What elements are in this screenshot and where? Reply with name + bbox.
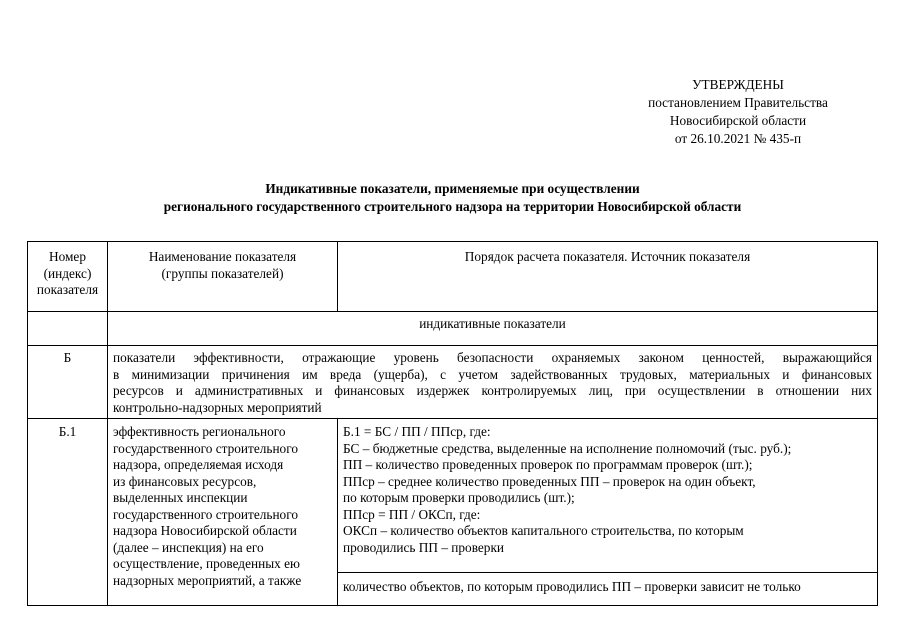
b1-name-line: из финансовых ресурсов, [113,473,257,489]
header-method [338,242,878,312]
header-method-line: Порядок расчета показателя. Источник показателя [464,249,751,264]
indicative-text: индикативные показатели [419,316,566,331]
b1-formula-line: БС – бюджетные средства, выделенные на исполнение полномочий (тыс. руб.); [343,440,792,456]
b1-name [108,419,338,606]
b1-name-line: (далее – инспекция) на его [113,539,264,555]
group-b-line: показатели эффективности, отражающие уровень безопасности охраняемых законом ценностей, выражающийся [113,350,872,365]
empty-cell [28,312,108,346]
approval-line: от 26.10.2021 № 435-п [674,131,802,146]
b1-formula [338,419,878,573]
b1-formula-line: по которым проверки проводились (шт.); [343,490,575,505]
b1-formula-line: ППср – среднее количество проведенных ПП – проверок на один объект, [343,473,756,489]
approval-line: УТВЕРЖДЕНЫ [692,77,784,92]
group-b-index-text: Б [63,350,72,365]
approval-stamp [598,76,878,148]
header-number [28,242,108,312]
group-b-index [28,346,108,419]
header-name-line: (группы показателей) [161,265,284,281]
table-row-group-b [28,346,878,419]
title-line: регионального государственного строительного надзора на территории Новосибирской области [163,199,742,214]
title-line: Индикативные показатели, применяемые при осуществлении [265,181,640,196]
b1-name-line: надзора, определяемая исходя [113,457,284,472]
header-number-line: (индекс) [43,265,92,281]
header-number-line: Номер [49,249,86,264]
table-row-b1 [28,419,878,573]
group-b-line: контрольно-надзорных мероприятий [113,399,322,415]
b1-name-line: государственного строительного [113,506,298,522]
b1-index-text: Б.1 [58,424,77,439]
group-b-description [108,346,878,419]
approval-line: Новосибирской области [669,113,807,128]
b1-name-line: осуществление, проведенных ею [113,556,300,571]
table-header-row [28,242,878,312]
table-row-indicative [28,312,878,346]
b1-name-line: надзора Новосибирской области [113,523,297,538]
group-b-line: в минимизации причинения им вреда (ущерба), с учетом задействованных трудовых, материальных и финансовых [113,366,872,382]
b1-name-line: надзорных мероприятий, а также [113,572,302,588]
b1-formula-line: проводились ПП – проверки [343,539,505,555]
indicators-table [27,241,878,606]
b1-name-line: выделенных инспекции [113,490,248,505]
b1-formula-line: Б.1 = БС / ПП / ППср, где: [343,424,491,439]
group-b-line: ресурсов и административных и финансовых издержек контролируемых лиц, при осуществлении в отношении них [113,383,872,398]
header-number-line: показателя [36,282,99,297]
document-title [60,180,845,216]
b1-formula-line: ППср = ПП / ОКСп, где: [343,506,481,522]
header-name-line: Наименование показателя [148,249,297,264]
b1-index [28,419,108,606]
b1-formula-line: ОКСп – количество объектов капитального строительства, по которым [343,523,744,538]
b1-name-line: государственного строительного [113,440,298,456]
header-name [108,242,338,312]
indicative-label [108,312,878,346]
b1-name-line: эффективность регионального [113,424,286,439]
b1-formula-line: ПП – количество проведенных проверок по программам проверок (шт.); [343,457,753,472]
approval-line: постановлением Правительства [648,95,828,110]
b1-continuation [338,573,878,606]
b1-continuation-text: количество объектов, по которым проводились ПП – проверки зависит не только [343,579,801,594]
